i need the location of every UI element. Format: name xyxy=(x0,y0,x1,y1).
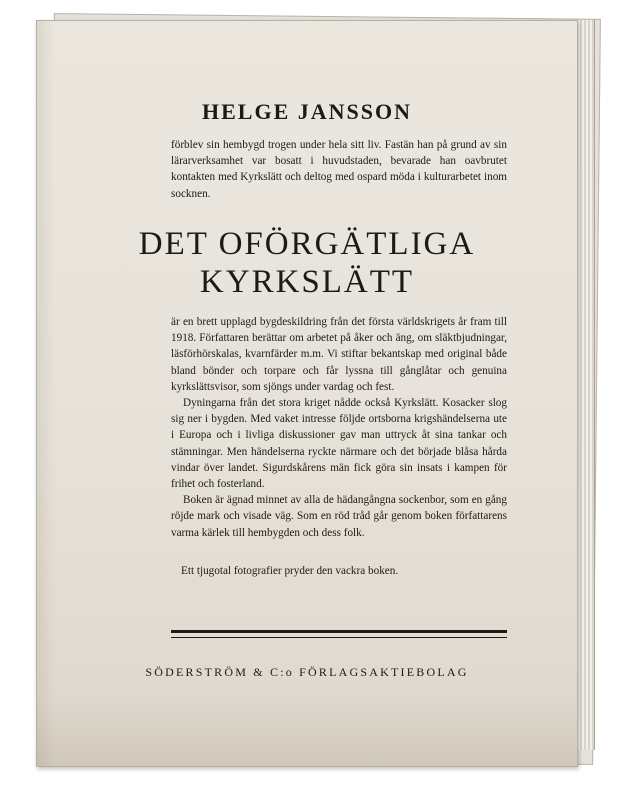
divider-thin xyxy=(171,637,507,638)
photos-note: Ett tjugotal fotografier pryder den vackra boken. xyxy=(181,565,399,577)
publisher-name: SÖDERSTRÖM & C:o FÖRLAGSAKTIEBOLAG xyxy=(145,665,469,679)
book-title-line-1: DET OFÖRGÄTLIGA xyxy=(138,226,476,262)
description-paragraph-2: Dyningarna från det stora kriget nådde också Kyrkslätt. Kosacker slog sig ner i bygden. Med vaket intresse följde ortsborna krigshändelserna ute i Europa och i livliga diskussioner gav man uttryck åt sina tankar och stämningar. Men händelserna ryckte närmare och det började blåsa hårda vindar över landet. Sigurdskårens män fick göra sin insats i kampen för frihet och fosterland. xyxy=(171,397,507,491)
description-paragraph-1: är en brett upplagd bygdeskildring från det första världskrigets år fram till 1918. Författaren berättar om arbetet på åker och äng, om släktbjudningar, läsförhörskalas, kvarnfärder m.m. Vi stiftar bekantskap med original både bland bönder och torpare och får lyssna till gånglåtar och genuina kyrkslättsvisor, som sjöngs under vardag och fest. xyxy=(171,316,507,393)
author-intro-text: förblev sin hembygd trogen under hela sitt liv. Fastän han på grund av sin lärarverksamhet var bosatt i huvudstaden, bevarade han oavbrutet kontakten med Kyrkslätt och deltog med ospard möda i kulturarbetet inom socknen. xyxy=(171,139,507,200)
book-title-line-2: KYRKSLÄTT xyxy=(199,264,415,300)
cover-fold-shadow xyxy=(37,21,55,766)
author-name: HELGE JANSSON xyxy=(202,99,412,124)
description-paragraph-3: Boken är ägnad minnet av alla de hädangångna sockenbor, som en gång röjde mark och visade väg. Som en röd tråd går genom boken författarens varma kärlek till hembygden och dess folk. xyxy=(171,494,507,539)
divider-thick xyxy=(171,630,507,633)
book-title xyxy=(37,225,577,301)
book-back-cover xyxy=(36,20,578,767)
book-description xyxy=(171,314,507,541)
